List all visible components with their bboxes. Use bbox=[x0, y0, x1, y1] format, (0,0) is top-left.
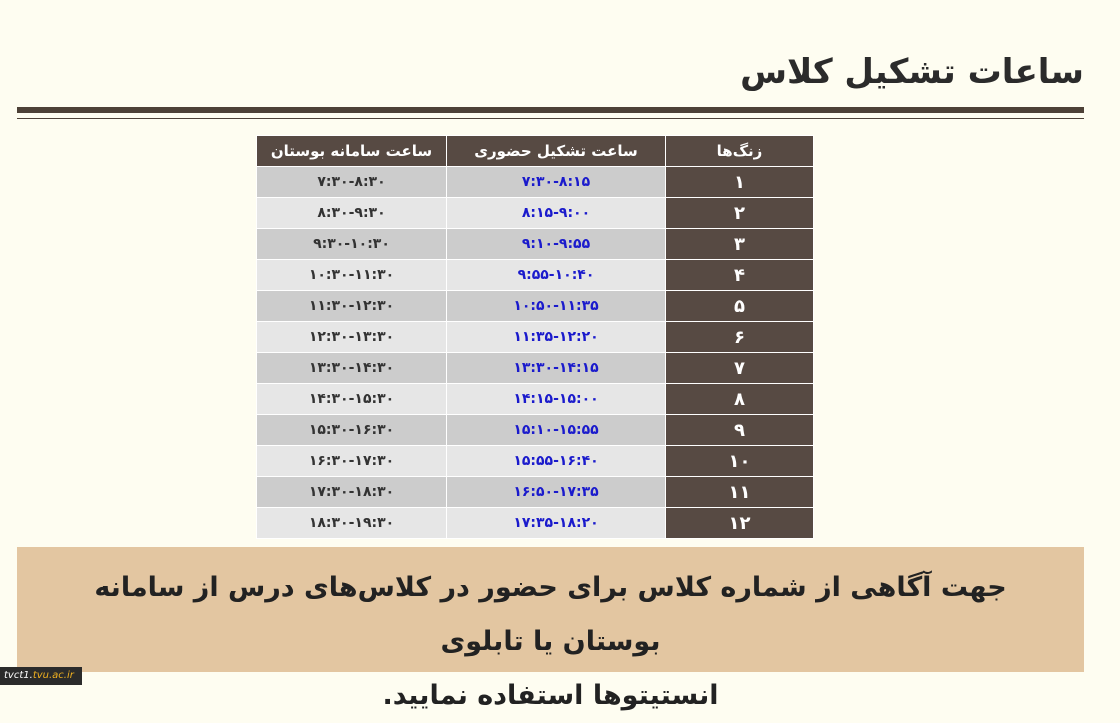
bell-number: ۶ bbox=[666, 322, 814, 353]
online-time: ۱۵:۳۰-۱۶:۳۰ bbox=[257, 415, 447, 446]
table-header-row bbox=[257, 136, 814, 167]
badge-prefix: tvct1. bbox=[4, 670, 33, 681]
bell-number: ۴ bbox=[666, 260, 814, 291]
bell-number: ۱۱ bbox=[666, 477, 814, 508]
in-person-time: ۱۴:۱۵-۱۵:۰۰ bbox=[447, 384, 666, 415]
header-online: ساعت سامانه بوستان bbox=[257, 136, 447, 167]
table-row bbox=[257, 446, 814, 477]
in-person-time: ۸:۱۵-۹:۰۰ bbox=[447, 198, 666, 229]
site-badge[interactable] bbox=[0, 667, 82, 685]
bell-number: ۱ bbox=[666, 167, 814, 198]
header-in-person: ساعت تشکیل حضوری bbox=[447, 136, 666, 167]
table-row bbox=[257, 353, 814, 384]
in-person-time: ۱۳:۳۰-۱۴:۱۵ bbox=[447, 353, 666, 384]
notice-line-1: جهت آگاهی از شماره کلاس برای حضور در کلاس‌های درس از سامانه بوستان یا تابلوی bbox=[94, 572, 1007, 657]
bell-number: ۵ bbox=[666, 291, 814, 322]
in-person-time: ۱۱:۳۵-۱۲:۲۰ bbox=[447, 322, 666, 353]
online-time: ۱۳:۳۰-۱۴:۳۰ bbox=[257, 353, 447, 384]
online-time: ۱۶:۳۰-۱۷:۳۰ bbox=[257, 446, 447, 477]
in-person-time: ۷:۳۰-۸:۱۵ bbox=[447, 167, 666, 198]
in-person-time: ۱۵:۵۵-۱۶:۴۰ bbox=[447, 446, 666, 477]
online-time: ۱۲:۳۰-۱۳:۳۰ bbox=[257, 322, 447, 353]
bell-number: ۷ bbox=[666, 353, 814, 384]
table-row bbox=[257, 260, 814, 291]
table-row bbox=[257, 477, 814, 508]
bell-number: ۳ bbox=[666, 229, 814, 260]
title-divider-thin bbox=[17, 118, 1084, 119]
online-time: ۹:۳۰-۱۰:۳۰ bbox=[257, 229, 447, 260]
in-person-time: ۹:۱۰-۹:۵۵ bbox=[447, 229, 666, 260]
bell-number: ۹ bbox=[666, 415, 814, 446]
bell-number: ۸ bbox=[666, 384, 814, 415]
in-person-time: ۹:۵۵-۱۰:۴۰ bbox=[447, 260, 666, 291]
table-row bbox=[257, 508, 814, 539]
table-row bbox=[257, 198, 814, 229]
online-time: ۷:۳۰-۸:۳۰ bbox=[257, 167, 447, 198]
bell-number: ۲ bbox=[666, 198, 814, 229]
online-time: ۱۰:۳۰-۱۱:۳۰ bbox=[257, 260, 447, 291]
bell-number: ۱۲ bbox=[666, 508, 814, 539]
table-row bbox=[257, 167, 814, 198]
table-row bbox=[257, 322, 814, 353]
page-title: ساعات تشکیل کلاس bbox=[740, 52, 1084, 92]
online-time: ۸:۳۰-۹:۳۰ bbox=[257, 198, 447, 229]
in-person-time: ۱۷:۳۵-۱۸:۲۰ bbox=[447, 508, 666, 539]
in-person-time: ۱۵:۱۰-۱۵:۵۵ bbox=[447, 415, 666, 446]
online-time: ۱۴:۳۰-۱۵:۳۰ bbox=[257, 384, 447, 415]
header-bell: زنگ‌ها bbox=[666, 136, 814, 167]
table-row bbox=[257, 415, 814, 446]
notice-line-2: انستیتوها استفاده نمایید. bbox=[382, 680, 719, 711]
online-time: ۱۸:۳۰-۱۹:۳۰ bbox=[257, 508, 447, 539]
table-row bbox=[257, 229, 814, 260]
class-schedule-table bbox=[256, 135, 814, 539]
in-person-time: ۱۶:۵۰-۱۷:۳۵ bbox=[447, 477, 666, 508]
table-row bbox=[257, 291, 814, 322]
bell-number: ۱۰ bbox=[666, 446, 814, 477]
in-person-time: ۱۰:۵۰-۱۱:۳۵ bbox=[447, 291, 666, 322]
table-row bbox=[257, 384, 814, 415]
online-time: ۱۷:۳۰-۱۸:۳۰ bbox=[257, 477, 447, 508]
title-divider-thick bbox=[17, 107, 1084, 113]
online-time: ۱۱:۳۰-۱۲:۳۰ bbox=[257, 291, 447, 322]
badge-domain: tvu.ac.ir bbox=[32, 670, 74, 681]
